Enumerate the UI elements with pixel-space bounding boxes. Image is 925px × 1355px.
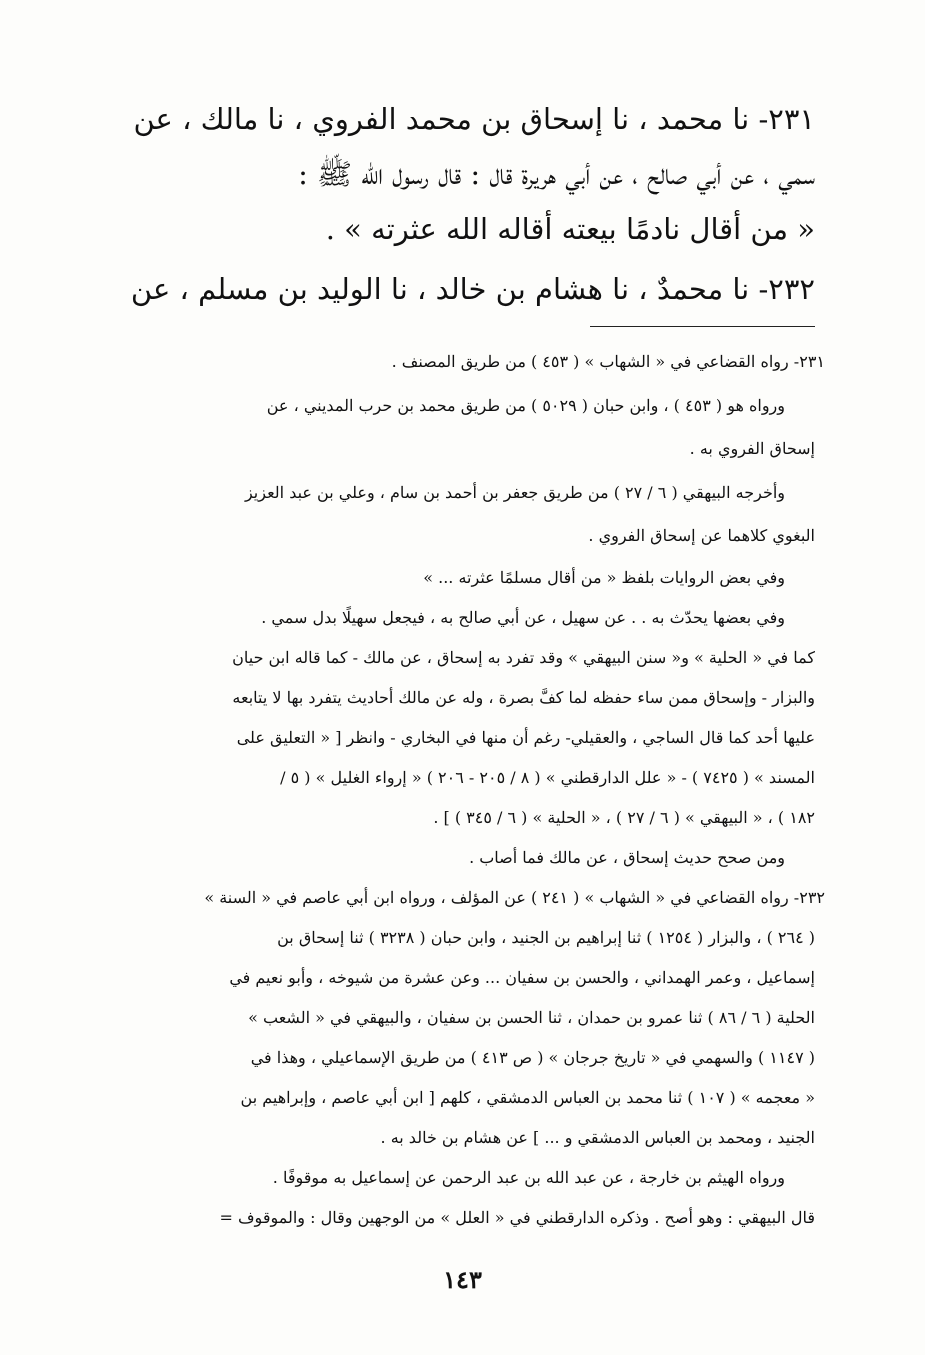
footnote-line: عليها أحد كما قال الساجي ، والعقيلي- رغم أن منها في البخاري - وانظر [ « التعليق على [236,727,815,747]
footnote-line: إسماعيل ، وعمر الهمداني ، والحسن بن سفيان ... وعن عشرة من شيوخه ، وأبو نعيم في [229,967,815,987]
footnote-line: « معجمه » ( ١٠٧ ) ثنا محمد بن العباس الدمشقي ، كلهم [ ابن أبي عاصم ، وإبراهيم بن [240,1087,815,1107]
main-text-block [100,92,815,317]
footnote-line: ورواه هو ( ٤٥٣ ) ، وابن حبان ( ٥٠٢٩ ) من طريق محمد بن حرب المديني ، عن [266,395,785,415]
footnote-line: البغوي كلاهما عن إسحاق الفروي . [588,526,815,545]
footnote-line: ومن صحح حديث إسحاق ، عن مالك فما أصاب . [469,847,785,867]
page-number: ١٤٣ [443,1265,482,1294]
footnote-line: إسحاق الفروي به . [689,439,815,458]
main-text-line: سمي ، عن أبي صالح ، عن أبي هريرة قال : قال رسول الله ﷺ : [298,157,815,191]
footnote-line: الجنيد ، ومحمد بن العباس الدمشقي و ... ] عن هشام بن خالد به . [380,1127,815,1147]
footnote-line: ٢٣١- رواه القضاعي في « الشهاب » ( ٤٥٣ ) من طريق المصنف . [391,352,825,371]
main-text-line: ٢٣٢- نا محمدٌ ، نا هشام بن خالد ، نا الوليد بن مسلم ، عن [130,272,815,306]
footnote-line: وأخرجه البيهقي ( ٦ / ٢٧ ) من طريق جعفر بن أحمد بن سام ، وعلي بن عبد العزيز [244,482,785,502]
footnote-line: ١٨٢ ) ، « البيهقي » ( ٦ / ٢٧ ) ، « الحلية » ( ٦ / ٣٤٥ ) ] . [433,807,815,827]
footnote-line: والبزار - وإسحاق ممن ساء حفظه لما كفَّ بصرة ، وله عن مالك أحاديث يتفرد بها لا يتابعه [232,687,815,707]
main-text-line: « من أقال نادمًا بيعته أقاله الله عثرته » . [325,212,815,246]
footnote-line: ( ٢٦٤ ) ، والبزار ( ١٢٥٤ ) ثنا إبراهيم بن الجنيد ، وابن حبان ( ٣٢٣٨ ) ثنا إسحاق بن [277,927,815,947]
footnote-line: وفي بعض الروايات بلفظ « من أقال مسلمًا عثرته ... » [423,567,785,587]
footnote-line: الحلية ( ٦ / ٨٦ ) ثنا عمرو بن حمدان ، ثنا الحسن بن سفيان ، والبيهقي في « الشعب » [248,1007,815,1027]
footnote-line: المسند » ( ٧٤٢٥ ) - « علل الدارقطني » ( ٨ / ٢٠٥ - ٢٠٦ ) « إرواء الغليل » ( ٥ / [280,767,815,787]
footnote-line: ٢٣٢- رواه القضاعي في « الشهاب » ( ٢٤١ ) عن المؤلف ، ورواه ابن أبي عاصم في « السنة » [204,887,825,907]
footnote-line: قال البيهقي : وهو أصح . وذكره الدارقطني في « العلل » من الوجهين وقال : والموقوف = [219,1207,815,1227]
footnote-line: ( ١١٤٧ ) والسهمي في « تاريخ جرجان » ( ص ٤١٣ ) من طريق الإسماعيلي ، وهذا في [250,1047,815,1067]
footnote-line: ورواه الهيثم بن خارجة ، عن عبد الله بن عبد الرحمن عن إسماعيل به موقوفًا . [272,1167,785,1187]
footnotes-block [100,340,825,1238]
main-text-line: ٢٣١- نا محمد ، نا إسحاق بن محمد الفروي ، نا مالك ، عن [133,102,815,136]
footnote-line: وفي بعضها يحدّث به . . عن سهيل ، عن أبي صالح به ، فيجعل سهيلًا بدل سمي . [261,607,785,627]
footnote-divider [590,326,815,327]
footnote-line: كما في « الحلية » و« سنن البيهقي » وقد تفرد به إسحاق ، عن مالك - كما قاله ابن حيان [232,647,815,667]
